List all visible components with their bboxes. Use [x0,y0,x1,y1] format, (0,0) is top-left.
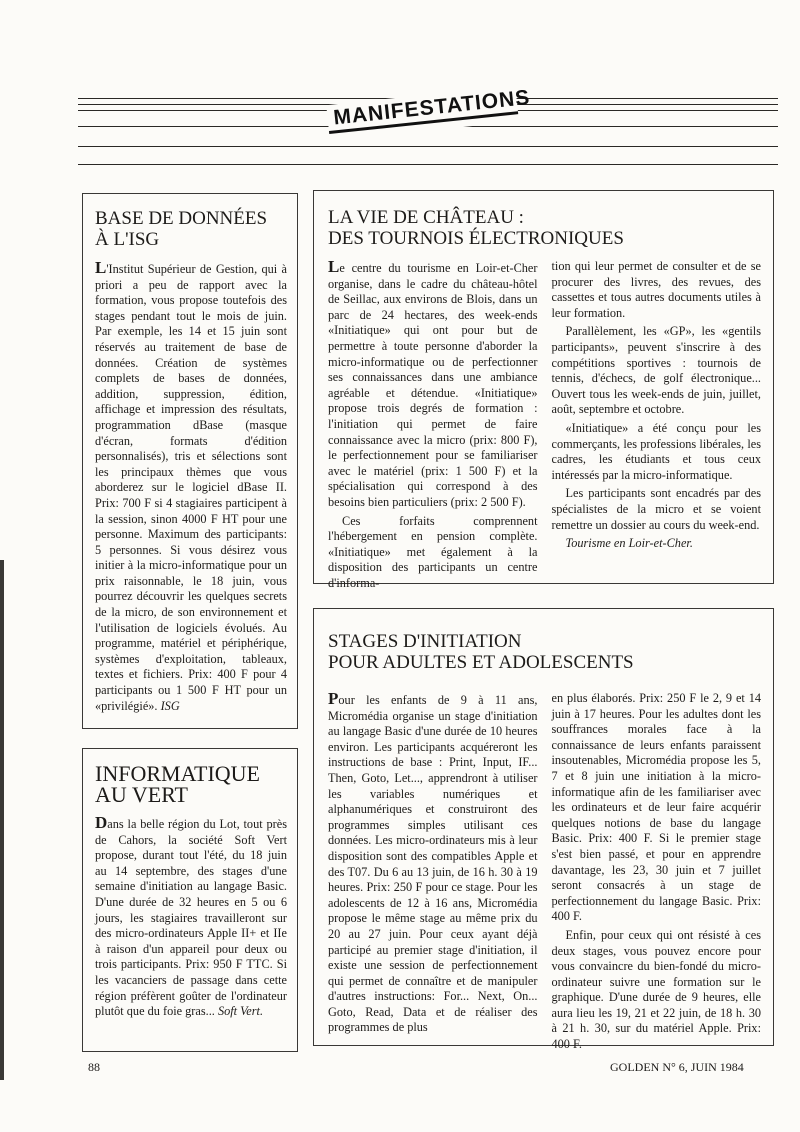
article-isg [82,193,298,729]
article-body [328,691,761,1056]
paragraph: Parallèlement, les «GP», les «gentils participants», peuvent s'inscrire à des compétitions sportives : tournois de tennis, d'échecs, de golf électronique... Ouvert tous les week-ends de juin, juillet, août, septembre et octobre. [551,324,761,417]
section-title: MANIFESTATIONS [326,85,518,134]
signature: Soft Vert. [217,1004,264,1019]
drop-cap: D [95,813,108,832]
article-title [95,208,287,250]
article-title [328,631,761,673]
section-banner [326,85,532,141]
body-text: e centre du tourisme en Loir-et-Cher organise, dans le cadre du château-hôtel de Seillac, aux environs de Blois, dans un parc de 24 hectares, des week-ends «Initiatique» qui ont pour but de permettre à toute personne d'aborder la micro-informatique ou de perfectionner ses connaissances dans une ambiance agréable et détendue. «Initiatique» propose trois degrés de formation : l'initiation qui permet de faire connaissance avec la micro (prix: 800 F), le perfectionnement pour se familiariser avec le matériel (prix: 1 500 F) et la spécialisation qui correspond à des besoins bien particuliers (prix: 2 500 F). [328,261,538,509]
title-line: STAGES D'INITIATION [328,631,522,652]
title-line: INFORMATIQUE [95,761,260,786]
page-number: 88 [88,1060,100,1074]
paragraph: «Initiatique» a été conçu pour les commerçants, les professions libérales, les cadres, les étudiants et tous ceux intéressés par la micro-informatique. [551,420,761,482]
paragraph [328,691,538,1036]
paragraph [95,815,287,1020]
title-line: DES TOURNOIS ÉLECTRONIQUES [328,228,624,249]
drop-cap: P [328,689,339,708]
paragraph [95,260,287,714]
header-rule [78,146,778,147]
title-line: LA VIE DE CHÂTEAU : [328,207,524,228]
header-rule [78,164,778,165]
column [552,259,762,594]
article-body [95,260,287,714]
issue-info: GOLDEN N° 6, JUIN 1984 [610,1060,744,1074]
article-title [328,207,761,249]
signature: Tourisme en Loir-et-Cher. [565,536,693,551]
paragraph: Enfin, pour ceux qui ont résisté à ces deux stages, vous pouvez encore pour vous convaincre du bien-fondé du micro-ordinateur suivre une formation sur le graphique. D'une durée de 9 heures, elle aura lieu les 19, 21 et 22 juin, de 18 h. 30 à 21 h. 30, sur du matériel Apple. Prix: 400 F. [551,927,761,1052]
article-stages [313,608,774,1052]
article-title [95,763,287,805]
article-chateau [313,190,774,590]
body-text: ans la belle région du Lot, tout près de Cahors, la société Soft Vert propose, durant tout l'été, du 18 juin au 14 septembre, des stages d'une semaine d'initiation au langage Basic. D'une durée de 32 heures en 5 ou 6 jours, les stagiaires travailleront sur des micro-ordinateurs Apple II+ et IIe à raison d'un appareil pour deux ou trois participants. Prix: 950 F TTC. Si les vacanciers de passage dans cette région préfèrent goûter de l'ordinateur plutôt que du foie gras... [95,817,287,1019]
drop-cap: L [95,258,107,277]
article-body [328,259,761,594]
article-vert [82,748,298,1052]
body-text: 'Institut Supérieur de Gestion, qui à priori a peu de rapport avec la formation, vous propose toutefois des stages pendant tout le mois de juin. Par exemple, les 14 et 15 juin sont réservés au traitement de base de données. Création de systèmes complets de bases de données, addition, suppression, édition, affichage et impression des résultats, programmation dBase (masque d'écran, formats d'édition personnalisés), tris et sélections sont les principaux thèmes que vous aborderez sur le logiciel dBase II. Prix: 700 F si 4 stagiaires participent à la session, sinon 4000 F HT pour une personne. Maximum des participants: 5 personnes. Si vous désirez vous initier à la micro-informatique pour un prix raisonnable, le 18 juin, vous pourrez découvrir les quelques secrets de la micro, de son environnement et l'utilisation de logiciels évolués. Au programme, matériel et périphérique, systèmes d'exploitation, tableaux, textes et fichiers. Prix: 400 F pour 4 participants ou 1 500 F HT pour un «privilégié». [95,262,287,713]
paragraph: Ces forfaits comprennent l'hébergement en pension complète. «Initiatique» met également à la disposition des participants un centre d'informa- [328,513,538,590]
paragraph: tion qui leur permet de consulter et de se procurer des livres, des revues, des cassettes et tous autres documents utiles à leur formation. [551,259,761,320]
page-edge [0,560,4,1080]
paragraph: en plus élaborés. Prix: 250 F le 2, 9 et 14 juin à 17 heures. Pour les adultes dont les souffrances morales face à la connaissance de leurs enfants paraissent insoutenables, Micromédia propose les 5, 7 et 8 juin une initiation à la micro-informatique afin de les familiariser avec les ordinateurs et de leur faire acquérir quelques notions de base du langage Basic. Prix: 400 F. Si le premier stage s'est bien passé, et pour en apprendre davantage, les 23, 30 juin et 7 juillet seront consacrés à un stage de perfectionnement du langage Basic. Prix: 400 F. [551,691,761,924]
title-line: BASE DE DONNÉES [95,208,268,229]
paragraph: Les participants sont encadrés par des spécialistes de la micro et se voient remettre un dossier au cours du week-end. [551,486,761,532]
title-line: À L'ISG [95,229,160,250]
title-line: AU VERT [95,782,188,807]
article-body [95,815,287,1020]
column [328,691,538,1056]
signature: ISG [160,698,180,713]
paragraph [328,259,538,511]
column [328,259,538,594]
body-text: our les enfants de 9 à 11 ans, Micromédia organise un stage d'initiation au langage Basic d'une durée de 10 heures environ. Les participants acquéreront les instructions de base : Print, Input, IF... Then, Goto, Let..., apprendront à utiliser les variables numériques et alphanumériques et construiront des programmes simples utilisant ces données. Les micro-ordinateurs mis à leur disposition sont des compatibles Apple et des T07. Du 6 au 13 juin, de 16 h. 30 à 19 heures. Prix: 250 F pour ce stage. Pour les adolescents de 12 à 16 ans, Micromédia propose le même stage au même prix du 20 au 27 juin. Pour ceux ayant déjà participé au premier stage d'initiation, il existe une session de perfectionnement qui permet de connaître et de manipuler d'autres instructions: For... Next, On... Goto, Read, Data et de réaliser des programmes de plus [328,693,538,1035]
title-line: POUR ADULTES ET ADOLESCENTS [328,652,634,673]
drop-cap: L [328,257,340,276]
column [552,691,762,1056]
